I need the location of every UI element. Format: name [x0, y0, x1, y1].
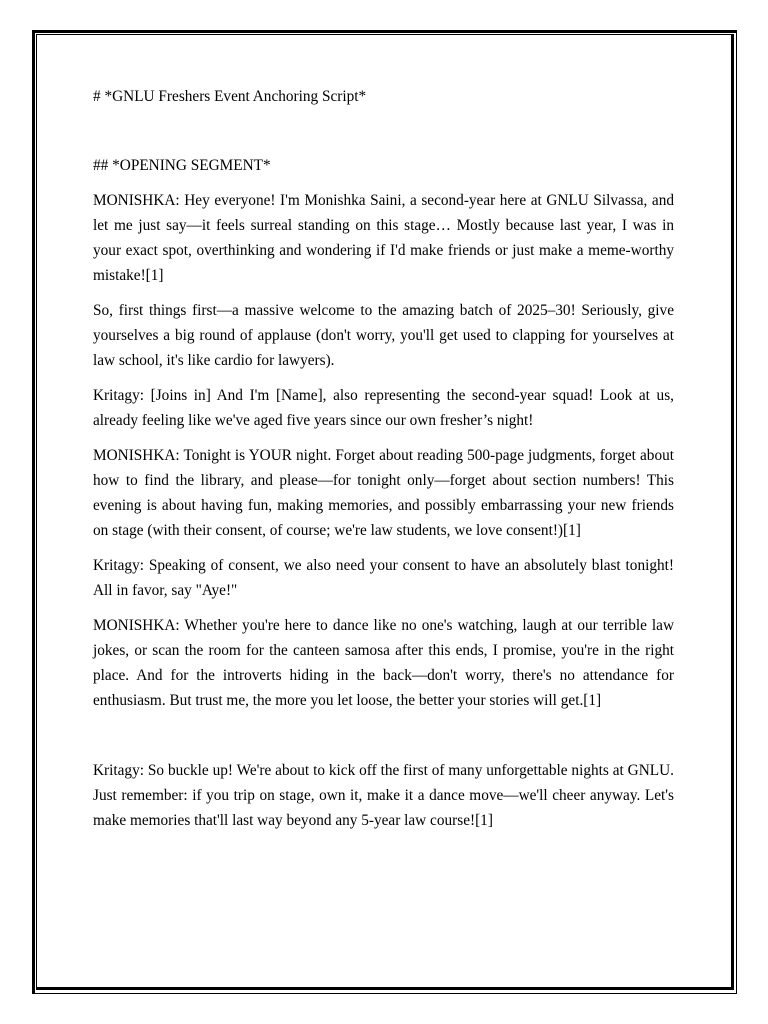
document-body	[93, 84, 674, 843]
paragraph: Kritagy: So buckle up! We're about to kick off the first of many unforgettable nights at GNLU. Just remember: if you trip on stage, own it, make it a dance move—we'll cheer anyway. Let's make memories that'll last way beyond any 5-year law course![1]	[93, 762, 674, 829]
paragraph: Kritagy: [Joins in] And I'm [Name], also representing the second-year squad! Look at us, already feeling like we've aged five years since our own fresher’s night!	[93, 387, 674, 429]
document-title: # *GNLU Freshers Event Anchoring Script*	[93, 88, 367, 105]
paragraph: MONISHKA: Whether you're here to dance like no one's watching, laugh at our terrible law jokes, or scan the room for the canteen samosa after this ends, I promise, you're in the right place. And for the introverts hiding in the back—don't worry, there's no attendance for enthusiasm. But trust me, the more you let loose, the better your stories will get.[1]	[93, 617, 674, 709]
section-heading: ## *OPENING SEGMENT*	[93, 157, 271, 174]
paragraph: MONISHKA: Tonight is YOUR night. Forget about reading 500-page judgments, forget about how to find the library, and please—for tonight only—forget about section numbers! This evening is about having fun, making memories, and possibly embarrassing your new friends on stage (with their consent, of course; we're law students, we love consent!)[1]	[93, 447, 674, 539]
paragraph: So, first things first—a massive welcome to the amazing batch of 2025–30! Seriously, give yourselves a big round of applause (don't worry, you'll get used to clapping for yourselves at law school, it's like cardio for lawyers).	[93, 302, 674, 369]
blank-line	[93, 723, 674, 758]
paragraph: MONISHKA: Hey everyone! I'm Monishka Saini, a second-year here at GNLU Silvassa, and let me just say—it feels surreal standing on this stage… Mostly because last year, I was in your exact spot, overthinking and wondering if I'd make friends or just make a meme-worthy mistake![1]	[93, 192, 674, 284]
paragraph: Kritagy: Speaking of consent, we also need your consent to have an absolutely blast tonight! All in favor, say "Aye!"	[93, 557, 674, 599]
